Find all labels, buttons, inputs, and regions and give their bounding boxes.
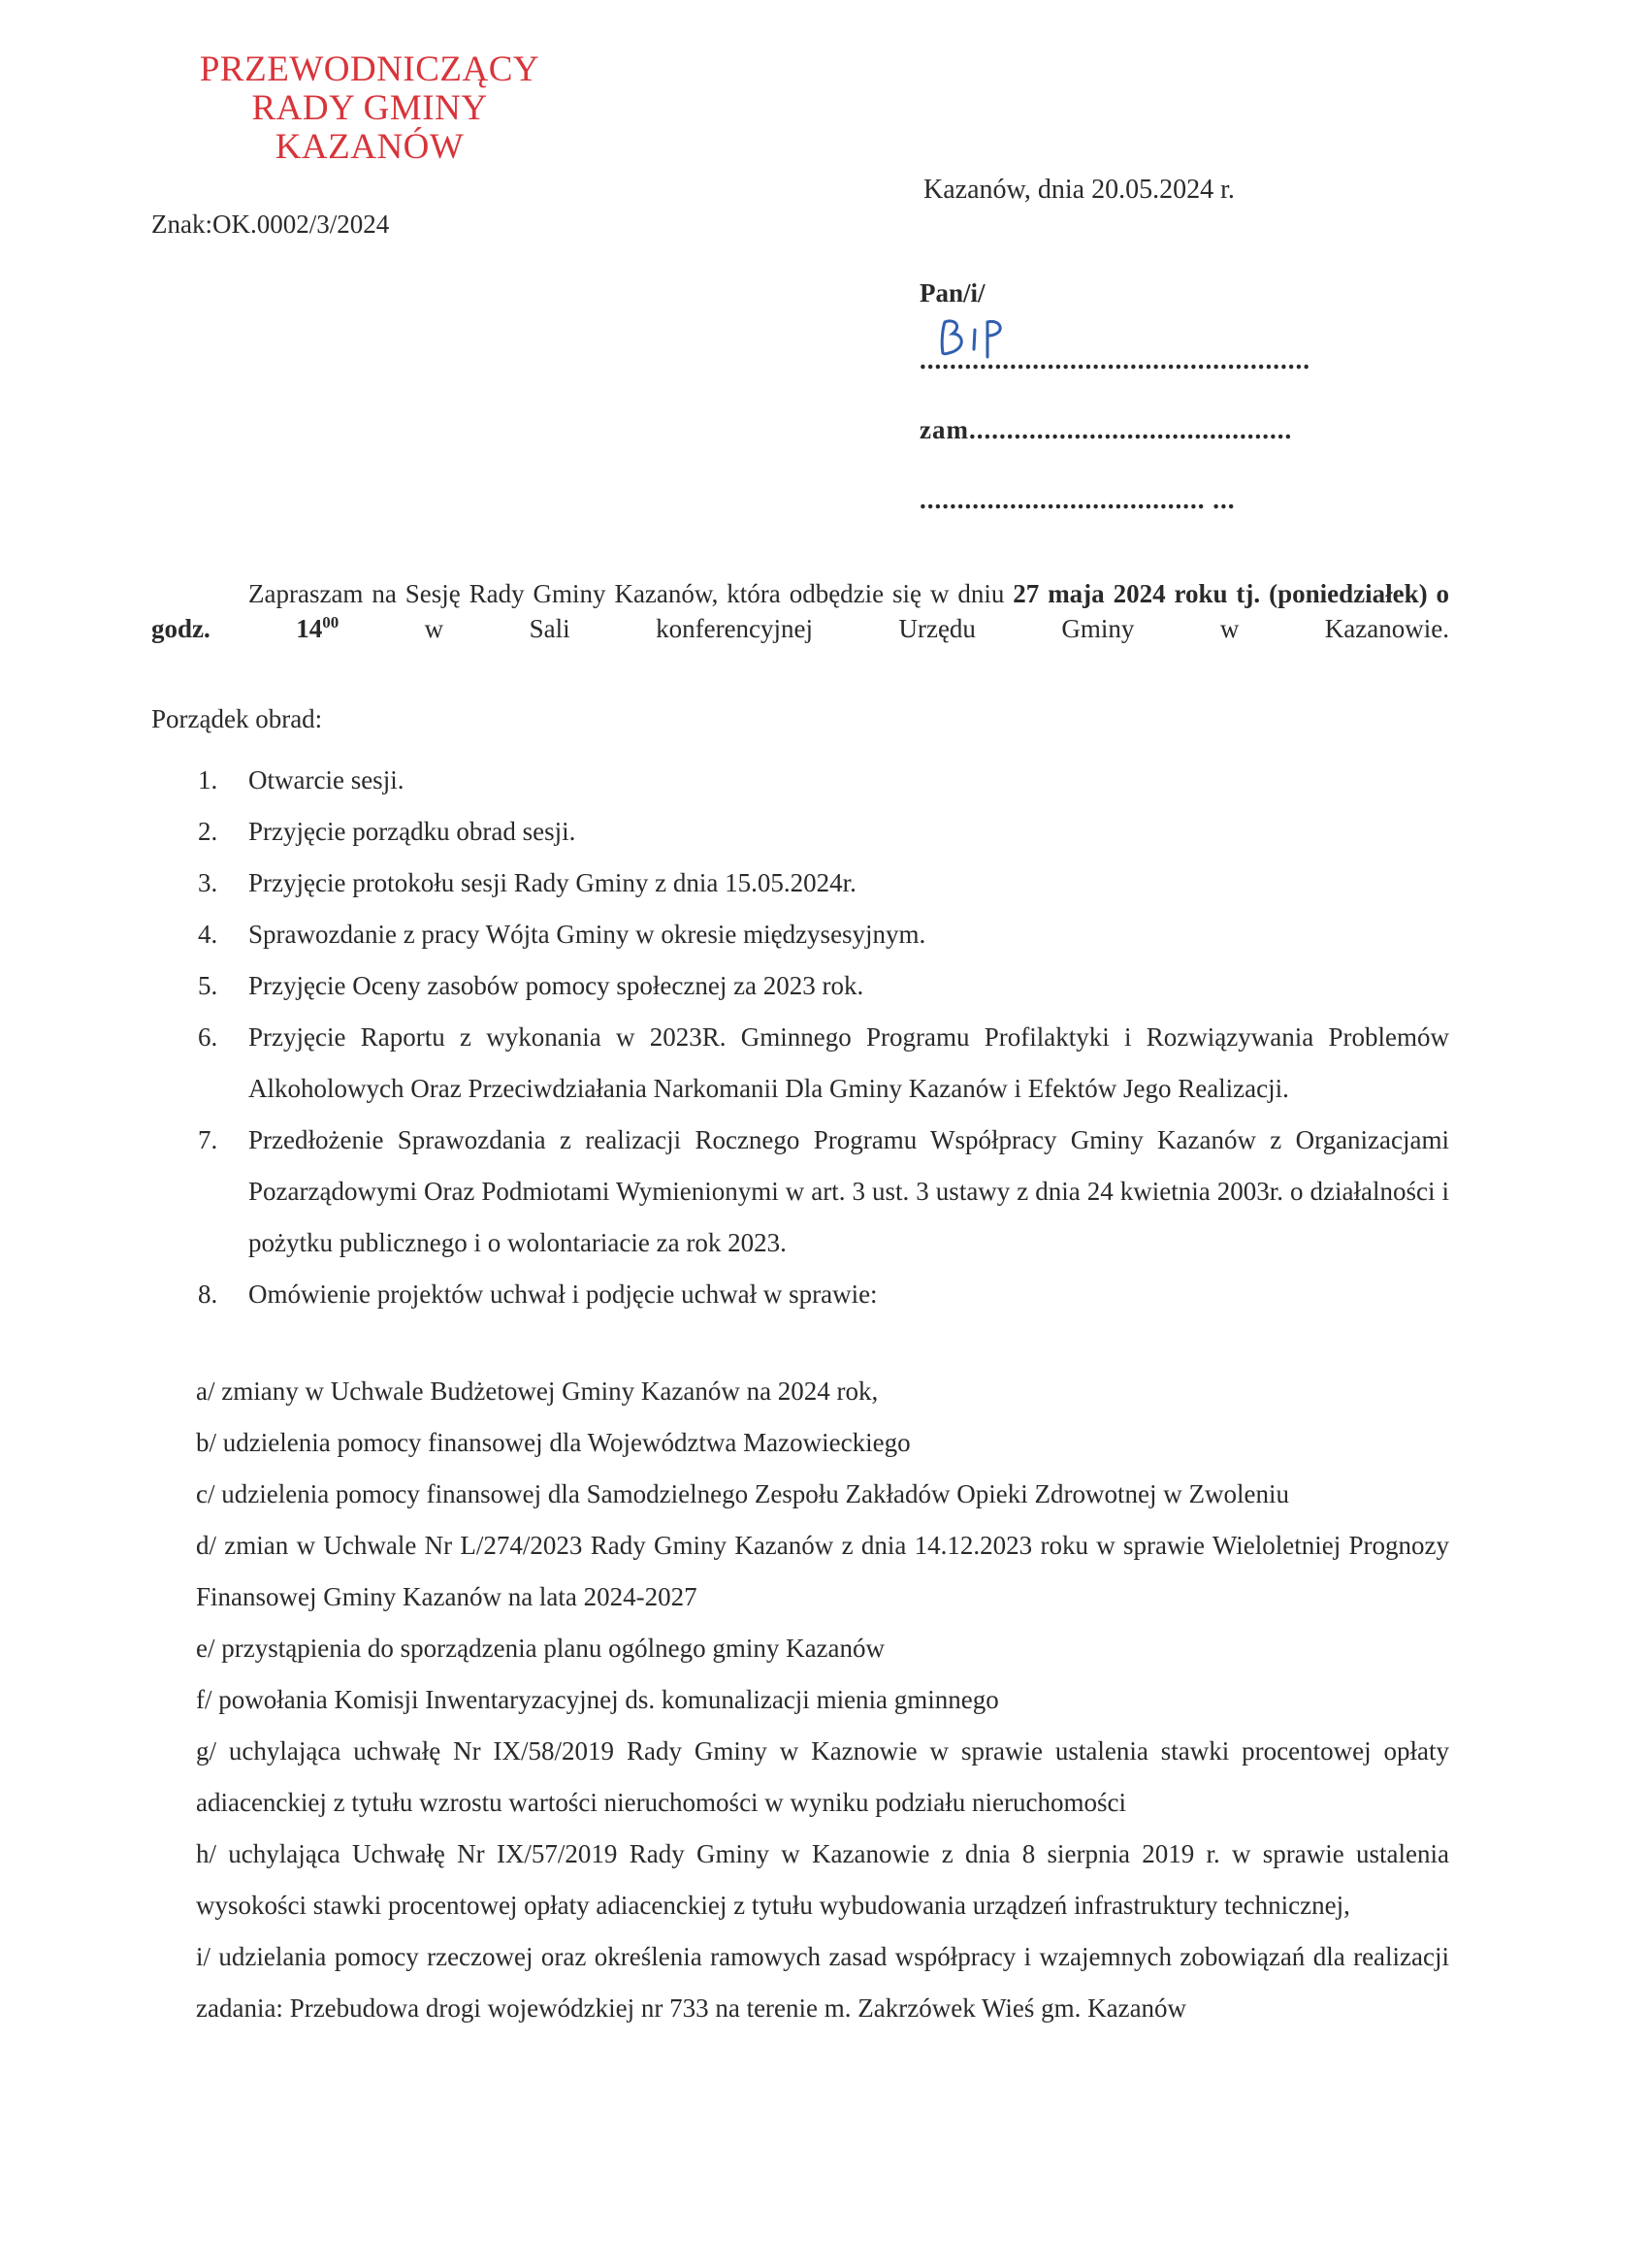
agenda-item: [198, 1115, 1449, 1269]
agenda-item-text: Otwarcie sesji.: [248, 765, 404, 794]
document-date: Kazanów, dnia 20.05.2024 r.: [923, 175, 1235, 205]
address-dots: ...........................................: [968, 415, 1293, 444]
addressee-name-line: ....................................................: [920, 345, 1310, 374]
addressee-label: Pan/i/: [920, 278, 986, 308]
chairman-stamp: [190, 50, 549, 167]
reference-number: Znak:OK.0002/3/2024: [151, 210, 390, 239]
agenda-item: [198, 858, 1449, 909]
resolution-subitem: f/ powołania Komisji Inwentaryzacyjnej ds. komunalizacji mienia gminnego: [196, 1685, 999, 1714]
invitation-text: Zapraszam na Sesję Rady Gminy Kazanów, która odbędzie się w dniu: [248, 579, 1014, 608]
resolution-subitem: e/ przystąpienia do sporządzenia planu ogólnego gminy Kazanów: [196, 1634, 886, 1663]
agenda-item-number: 6.: [198, 1022, 218, 1052]
agenda-item: [198, 960, 1449, 1012]
invitation-paragraph: [151, 576, 1449, 646]
agenda-item: [198, 909, 1449, 960]
agenda-item-text: Przyjęcie porządku obrad sesji.: [248, 817, 576, 846]
resolution-subitem: i/ udzielania pomocy rzeczowej oraz określenia ramowych zasad współpracy i wzajemnych zobowiązań dla realizacji zadania: Przebudowa drogi wojewódzkiej nr 733 na terenie m. Zakrzówek Wieś gm. Kazanów: [196, 1942, 1449, 2023]
session-location: w Sali konferencyjnej Urzędu Gminy w Kazanowie.: [339, 614, 1449, 643]
resolution-subitem: a/ zmiany w Uchwale Budżetowej Gminy Kazanów na 2024 rok,: [196, 1377, 879, 1406]
address-line-2: ...................................... ...: [920, 485, 1236, 514]
agenda-item: [198, 1269, 1449, 1320]
address-line: [920, 415, 1292, 445]
agenda-item-number: 7.: [198, 1125, 218, 1154]
agenda-item: [198, 1012, 1449, 1115]
session-date-time: 27 maja 2024 roku tj. (poniedziałek) o godz. 14: [151, 579, 1449, 643]
agenda-item-text: Przyjęcie Raportu z wykonania w 2023R. Gminnego Programu Profilaktyki i Rozwiązywania Problemów Alkoholowych Oraz Przeciwdziałania Narkomanii Dla Gminy Kazanów i Efektów Jego Realizacji.: [248, 1022, 1449, 1103]
agenda-list: [198, 755, 1449, 1320]
stamp-line-1: PRZEWODNICZĄCY: [199, 49, 540, 89]
agenda-item-number: 2.: [198, 817, 218, 846]
resolution-subitem: b/ udzielenia pomocy finansowej dla Województwa Mazowieckiego: [196, 1428, 911, 1457]
agenda-heading: Porządek obrad:: [151, 704, 323, 733]
resolution-subitem: g/ uchylająca uchwałę Nr IX/58/2019 Rady Gminy w Kaznowie w sprawie ustalenia stawki procentowej opłaty adiacenckiej z tytułu wzrostu wartości nieruchomości w wyniku podziału nieruchomości: [196, 1736, 1449, 1817]
session-time-minutes: 00: [322, 613, 340, 632]
agenda-item-text: Przyjęcie Oceny zasobów pomocy społecznej za 2023 rok.: [248, 971, 864, 1000]
agenda-item: [198, 806, 1449, 858]
resolution-subitem: h/ uchylająca Uchwałę Nr IX/57/2019 Rady Gminy w Kazanowie z dnia 8 sierpnia 2019 r. w sprawie ustalenia wysokości stawki procentowej opłaty adiacenckiej z tytułu wybudowania urządzeń infrastruktury technicznej,: [196, 1839, 1449, 1920]
agenda-item-number: 8.: [198, 1280, 218, 1309]
resolution-subitems: [196, 1366, 1449, 2034]
resolution-subitem: d/ zmian w Uchwale Nr L/274/2023 Rady Gminy Kazanów z dnia 14.12.2023 roku w sprawie Wieloletniej Prognozy Finansowej Gminy Kazanów na lata 2024-2027: [196, 1531, 1449, 1611]
agenda-item-number: 3.: [198, 868, 218, 897]
address-label: zam: [920, 415, 969, 444]
agenda-item-number: 4.: [198, 920, 218, 949]
agenda-item: [198, 755, 1449, 806]
agenda-item-text: Przedłożenie Sprawozdania z realizacji Rocznego Programu Współpracy Gminy Kazanów z Organizacjami Pozarządowymi Oraz Podmiotami Wymienionymi w art. 3 ust. 3 ustawy z dnia 24 kwietnia 2003r. o działalności i pożytku publicznego i o wolontariacie za rok 2023.: [248, 1125, 1449, 1257]
agenda-item-text: Sprawozdanie z pracy Wójta Gminy w okresie międzysesyjnym.: [248, 920, 926, 949]
resolution-subitem: c/ udzielenia pomocy finansowej dla Samodzielnego Zespołu Zakładów Opieki Zdrowotnej w Zwoleniu: [196, 1479, 1289, 1508]
stamp-line-3: KAZANÓW: [275, 127, 465, 167]
agenda-item-number: 1.: [198, 765, 218, 794]
agenda-item-text: Omówienie projektów uchwał i podjęcie uchwał w sprawie:: [248, 1280, 878, 1309]
agenda-item-text: Przyjęcie protokołu sesji Rady Gminy z dnia 15.05.2024r.: [248, 868, 857, 897]
stamp-line-2: RADY GMINY: [251, 88, 488, 128]
agenda-item-number: 5.: [198, 971, 218, 1000]
